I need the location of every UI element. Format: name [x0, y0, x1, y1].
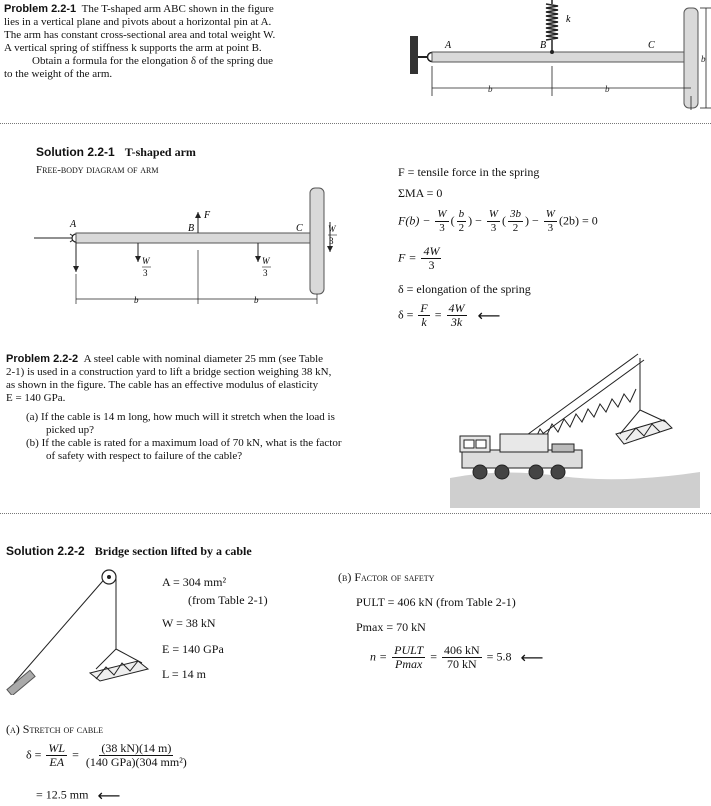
stretch-result	[36, 786, 120, 805]
fig-label-c: C	[648, 40, 655, 51]
fbd-dim-b-2: b	[254, 295, 259, 305]
eq-elongation-result: δ = $\frac{F}{k}$ = $\frac{4W}{3k}$ ⟵	[398, 301, 501, 329]
fbd-label: Free-body diagram of arm	[36, 164, 159, 176]
delta-lhs: δ =	[26, 747, 42, 762]
wall-support	[410, 36, 418, 74]
hoisted-bridge-section	[90, 649, 148, 681]
delta-num2: (38 kN)(14 m)	[101, 741, 172, 755]
problem-2-2-1-text	[4, 3, 354, 81]
crane-truck	[460, 434, 582, 479]
part-b-line-2: of safety with respect to failure of the cable?	[46, 450, 243, 462]
eq-elongation-def: δ = elongation of the spring	[398, 282, 531, 296]
fig-dim-b-3: b	[701, 54, 706, 64]
boom-line	[14, 575, 108, 683]
solution-2-2-2-header	[6, 542, 252, 560]
fbd-w1-num: W	[142, 256, 150, 266]
problem-2-2-2-text	[6, 353, 431, 463]
delta-num: WL	[48, 741, 66, 755]
fbd-w1-den: 3	[143, 268, 148, 278]
fbd-w2-num: W	[262, 256, 270, 266]
fbd-label-a: A	[70, 219, 77, 230]
eq3-term3: $\frac{W}{3}$	[545, 208, 555, 234]
eq6-lhs: δ =	[398, 307, 414, 322]
ground	[450, 472, 700, 508]
problem-2-2-2-line-1: A steel cable with nominal diameter 25 mm (see Table	[83, 353, 324, 365]
n-result: = 5.8	[486, 649, 512, 664]
given-area-source: (from Table 2-1)	[188, 593, 268, 607]
problem-2-2-2-line-2: 2-1) is used in a construction yard to lift a bridge section weighing 38 kN,	[6, 366, 332, 378]
stretch-of-cable-label: (a) Stretch of cable	[6, 722, 104, 736]
problem-2-2-2-line-4: E = 140 GPa.	[6, 392, 66, 404]
eq6-f-num: F	[420, 301, 428, 315]
fig-dim-b-1: b	[488, 84, 493, 94]
eq-force-result	[398, 245, 443, 272]
eq3-term2: $\frac{W}{3}$	[488, 208, 499, 234]
p-max-line: Pmax = 70 kN	[356, 620, 426, 634]
n-den2: 70 kN	[447, 657, 477, 671]
fbd-dim-b-1: b	[134, 295, 139, 305]
eq6-f-den: k	[421, 315, 427, 329]
n-den: Pmax	[395, 657, 423, 671]
given-area: A = 304 mm²	[162, 575, 227, 589]
problem-2-2-2-number: Problem 2.2-2	[6, 353, 79, 365]
problem-2-2-1-line-1: The T-shaped arm ABC shown in the figure	[81, 3, 274, 15]
eq-tensile-force: F = tensile force in the spring	[398, 165, 540, 179]
eq3-lhs: F(b) −	[398, 213, 431, 228]
fbd-label-b: B	[188, 223, 195, 234]
crane-figure	[440, 348, 710, 508]
problem-2-2-1-line-4: A vertical spring of stiffness k supports the arm at point B.	[4, 42, 262, 54]
eq4-lhs: F =	[398, 250, 417, 265]
eq-sum-moments: ΣMA = 0	[398, 186, 443, 200]
result-arrow-icon: ⟵	[477, 306, 501, 325]
fbd-arm	[76, 233, 316, 243]
problem-2-2-1-number: Problem 2.2-1	[4, 3, 77, 15]
section-divider-1	[0, 123, 711, 124]
bridge-section	[616, 410, 672, 444]
delta-result: = 12.5 mm	[36, 787, 89, 802]
fig-dim-b-2: b	[605, 84, 610, 94]
fbd-vertical-arm	[310, 188, 324, 294]
solution-2-2-1-number: Solution 2.2-1	[36, 145, 115, 159]
fig-label-k: k	[566, 14, 571, 25]
free-body-diagram	[30, 182, 360, 312]
fbd-label-c: C	[296, 223, 303, 234]
stretch-eq: δ = $\frac{WL}{EA}$ = $\frac{(38 kN)(14 m)}{\text{(140 GPa)(304 mm²)}}$	[26, 741, 187, 769]
result-arrow-icon: ⟵	[520, 648, 544, 667]
p-ult-line: PULT = 406 kN (from Table 2-1)	[356, 595, 516, 609]
n-lhs: n =	[370, 649, 388, 664]
problem-2-2-1-line-2: lies in a vertical plane and pivots about a horizontal pin at A.	[4, 16, 272, 28]
problem-2-2-1-line-5: Obtain a formula for the elongation δ of the spring due	[32, 55, 274, 67]
fbd-w2-den: 3	[263, 268, 268, 278]
spring	[546, 0, 558, 54]
problem-2-2-1-line-3: The arm has constant cross-sectional area and total weight W.	[4, 29, 276, 41]
fig-label-b: B	[540, 40, 547, 51]
eq4-den: 3	[428, 258, 435, 272]
fbd-w3-num: W	[328, 224, 336, 234]
eq6-num: 4W	[448, 301, 465, 315]
delta-den: EA	[49, 755, 65, 769]
problem-2-2-2-part-a	[6, 411, 431, 463]
section-divider-2	[0, 513, 711, 514]
eq4-num: 4W	[423, 244, 440, 258]
eq6-den: 3k	[450, 315, 463, 329]
solution-2-2-1-title: T-shaped arm	[124, 145, 196, 159]
given-length: L = 14 m	[162, 667, 206, 681]
fbd-dimensions	[76, 250, 317, 304]
part-b-line-1: (b) If the cable is rated for a maximum load of 70 kN, what is the factor	[26, 437, 342, 449]
fbd-w3-den: 3	[329, 236, 334, 246]
vertical-arm	[684, 8, 698, 108]
n-num: PULT	[394, 643, 424, 657]
solution-2-2-1-header	[36, 143, 196, 161]
delta-den2: (140 GPa)(304 mm²)	[85, 755, 187, 769]
problem-2-2-2-line-3: as shown in the figure. The cable has an effective modulus of elasticity	[6, 379, 319, 391]
factor-of-safety-label: (b) Factor of safety	[338, 570, 435, 584]
hoist-figure	[4, 565, 154, 695]
fbd-label-f: F	[204, 210, 211, 221]
eq3-end: (2b) = 0	[558, 213, 598, 228]
t-arm-figure	[400, 0, 711, 120]
eq-moment-balance: F(b) − $\frac{W}{3}$ ( $\frac{b}{2}$ ) − $\frac{W}{3}$ ( $\frac{3b}{2}$ ) − $\frac{W}{3}$ (2b) = 0	[398, 208, 598, 234]
problem-2-2-1-line-6: to the weight of the arm.	[4, 68, 113, 80]
part-a-line-1: (a) If the cable is 14 m long, how much will it stretch when the load is	[26, 411, 335, 423]
part-a-line-2: picked up?	[46, 424, 94, 436]
n-num2: 406 kN	[444, 643, 480, 657]
given-weight: W = 38 kN	[162, 616, 216, 630]
solution-2-2-2-title: Bridge section lifted by a cable	[94, 544, 252, 558]
fig-label-a: A	[445, 40, 452, 51]
given-modulus: E = 140 GPa	[162, 642, 224, 656]
result-arrow-icon: ⟵	[97, 786, 121, 805]
horizontal-arm	[432, 52, 690, 62]
safety-factor-eq: n = $\frac{\text{PULT}}{Pmax}$ = $\frac{406 kN}{70 kN}$ = 5.8 ⟵	[370, 643, 544, 671]
solution-2-2-2-number: Solution 2.2-2	[6, 544, 85, 558]
eq3-term1: $\frac{W}{3}$	[437, 208, 447, 234]
